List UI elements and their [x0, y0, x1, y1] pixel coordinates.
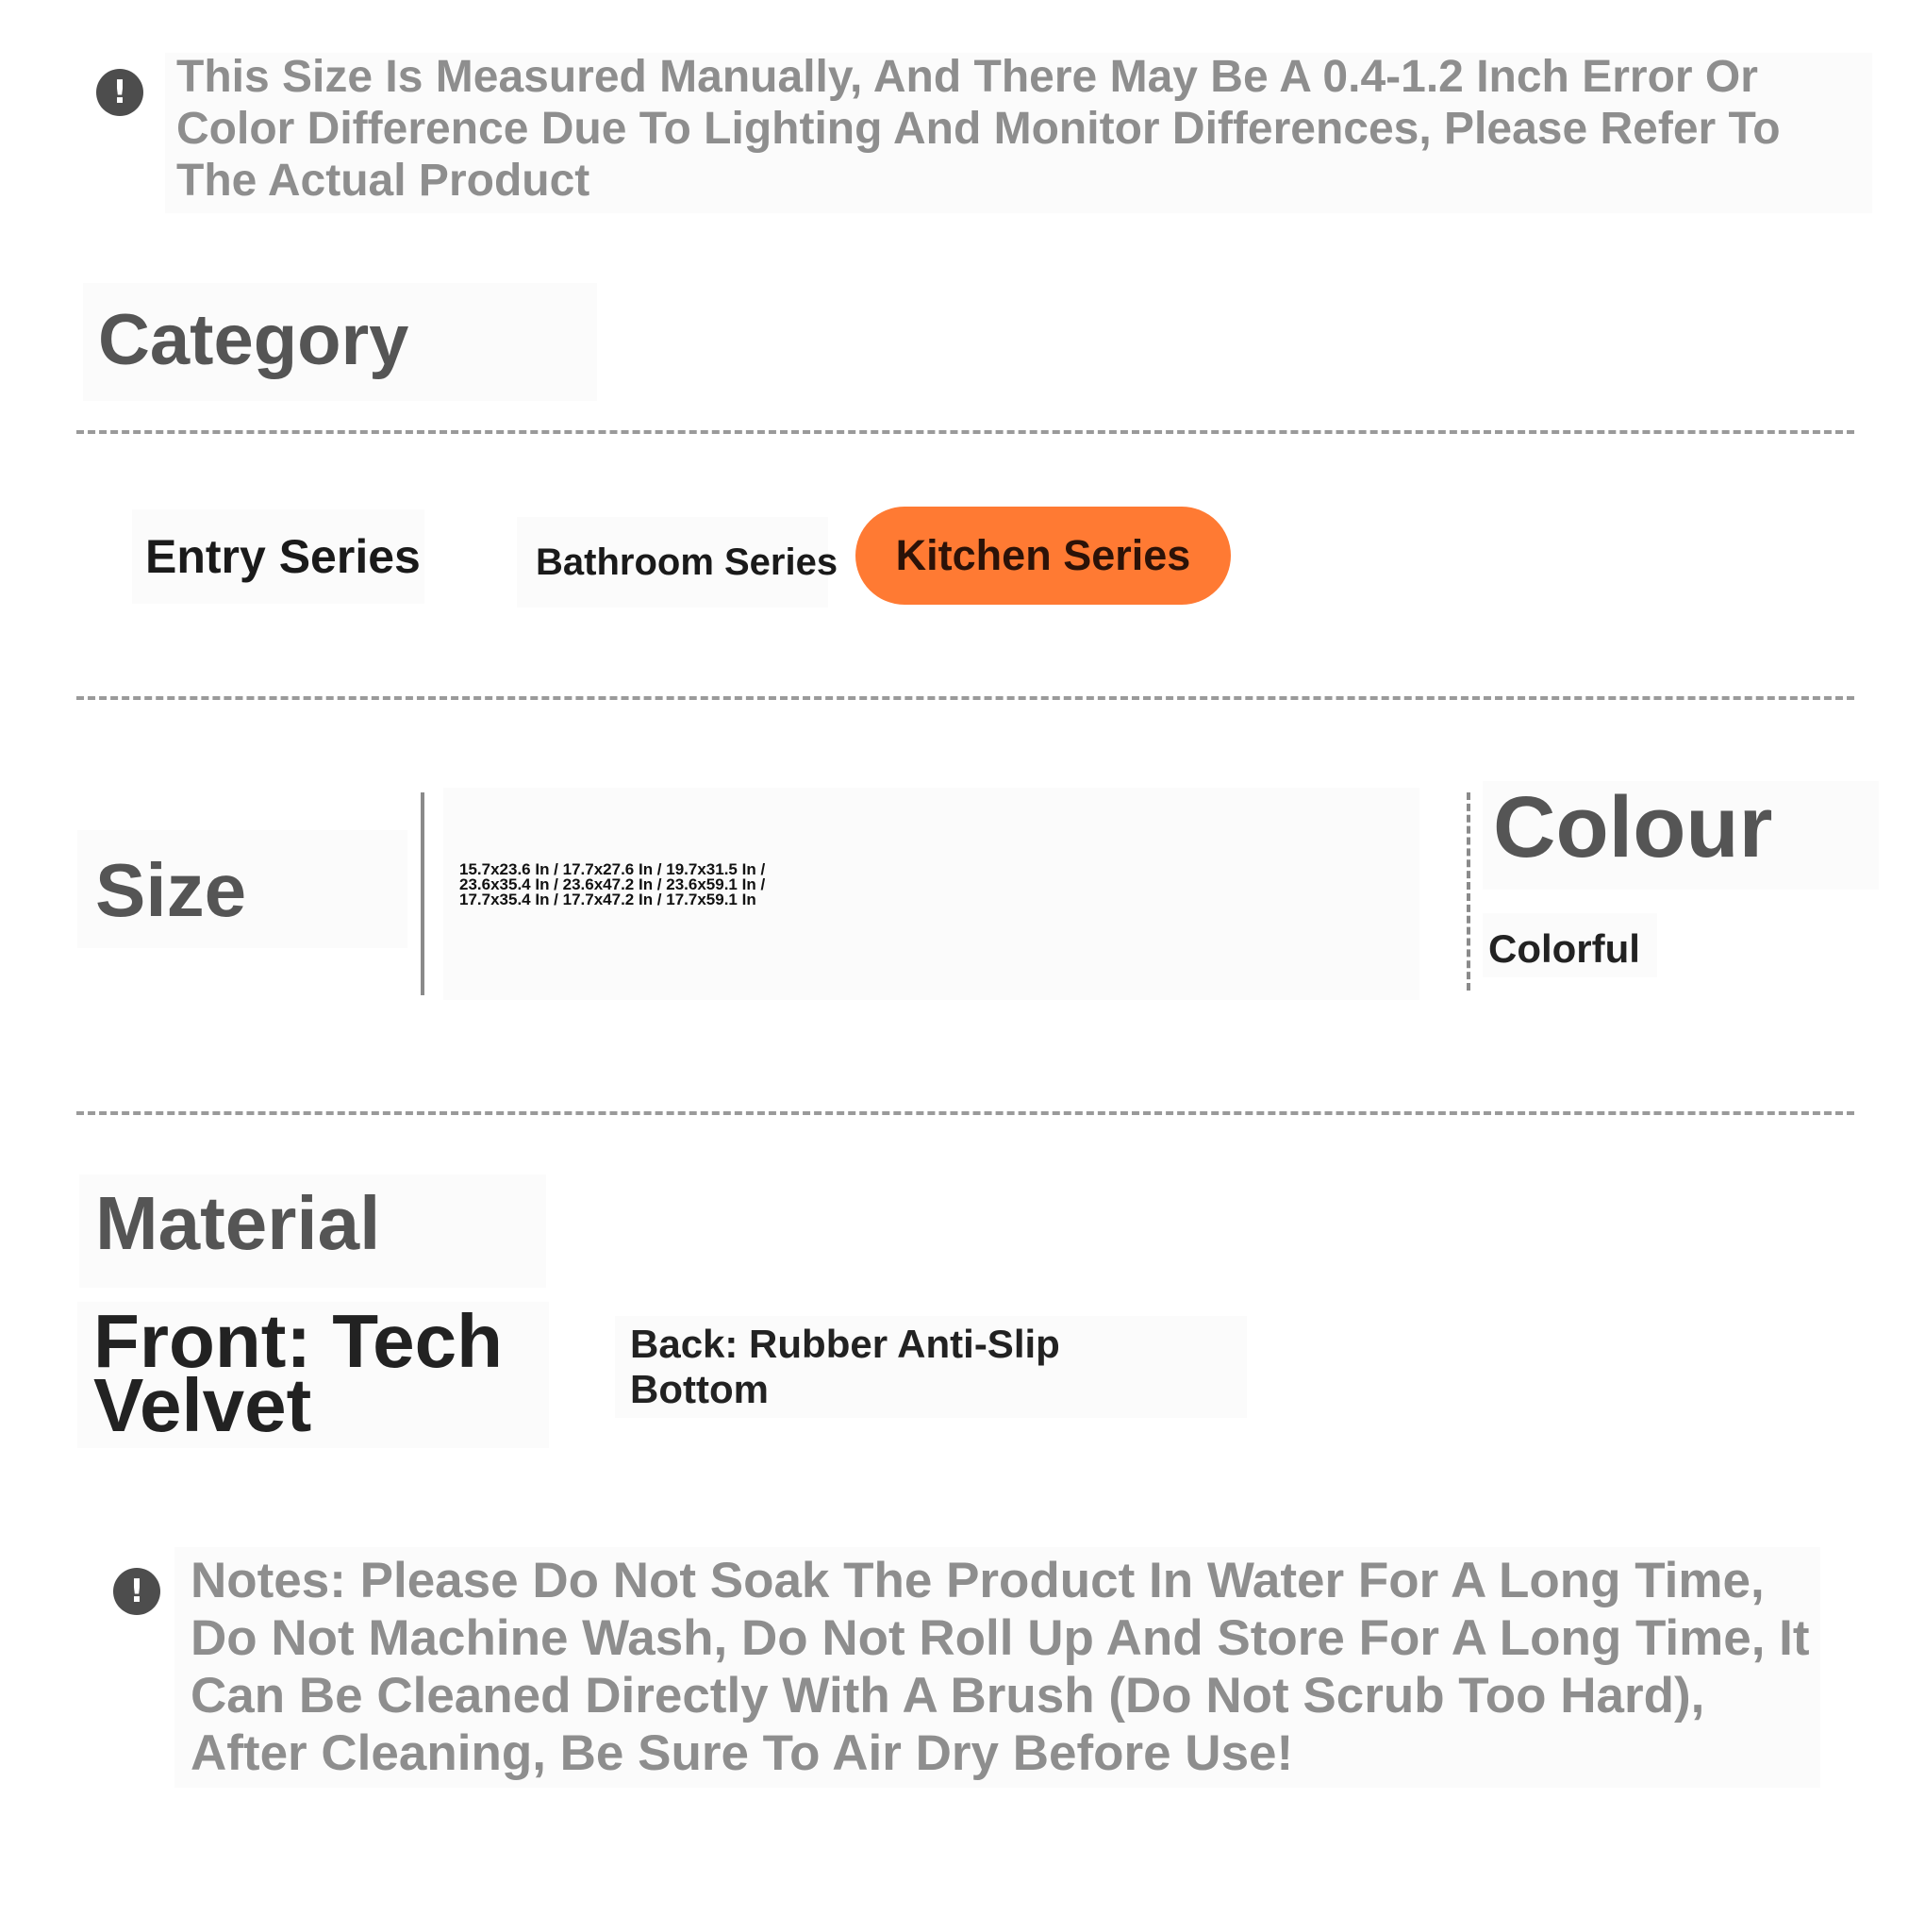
tab-bathroom-series-label: Bathroom Series	[536, 541, 838, 583]
material-title: Material	[95, 1181, 381, 1265]
tab-bathroom-series[interactable]	[517, 517, 838, 608]
tab-entry-series[interactable]	[132, 509, 424, 604]
size-values: 15.7x23.6 In / 17.7x27.6 In / 19.7x31.5 In / 23.6x35.4 In / 23.6x47.2 In / 23.6x59.1 In / 17.7x35.4 In / 17.7x47.2 In / 17.7x59.1 In	[459, 860, 766, 908]
tab-kitchen-series[interactable]	[855, 507, 1231, 605]
colour-value: Colorful	[1488, 926, 1640, 971]
exclamation-icon: !	[113, 1568, 160, 1615]
material-front: Front: Tech Velvet	[93, 1299, 504, 1447]
divider-2	[76, 696, 1854, 700]
divider-1	[76, 430, 1854, 434]
material-back: Back: Rubber Anti-Slip Bottom	[630, 1322, 1060, 1411]
colour-divider-line	[1467, 792, 1470, 991]
divider-3	[76, 1111, 1854, 1115]
bottom-notice-text: Notes: Please Do Not Soak The Product In Water For A Long Time, Do Not Machine Wash, Do Not Roll Up And Store For A Long Time, It Can Be Cleaned Directly With A Brush (Do Not Scrub Too Hard), After Cleaning, Be Sure To Air Dry Before Use!	[191, 1553, 1810, 1781]
top-notice-text: This Size Is Measured Manually, And There May Be A 0.4-1.2 Inch Error Or Color Difference Due To Lighting And Monitor Differences, Please Refer To The Actual Product	[176, 52, 1781, 206]
tab-entry-series-label: Entry Series	[145, 530, 421, 583]
size-title: Size	[95, 848, 247, 932]
size-divider-line	[421, 792, 424, 995]
exclamation-icon: !	[96, 69, 143, 116]
colour-title: Colour	[1493, 779, 1773, 875]
tab-kitchen-series-label: Kitchen Series	[895, 531, 1191, 579]
category-title: Category	[98, 300, 409, 380]
